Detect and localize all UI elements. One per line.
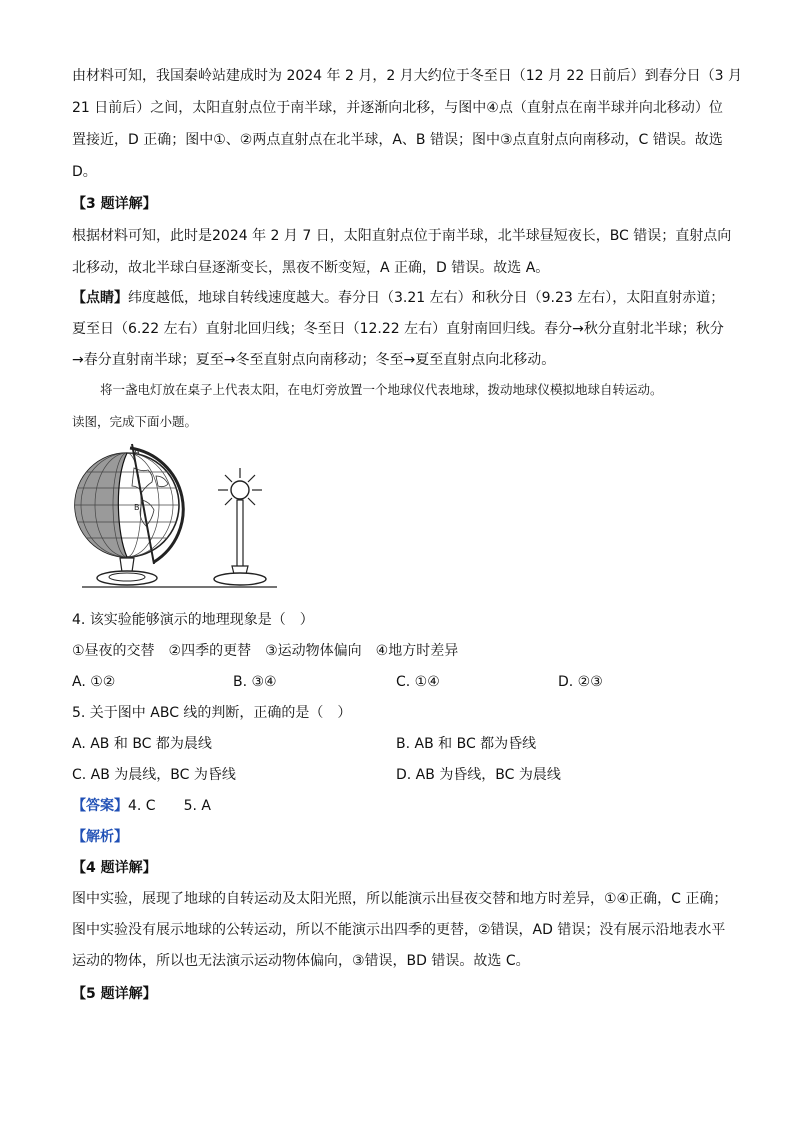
q4-header: 【4 题详解】 <box>72 860 157 876</box>
answer-text: 4. C 5. A <box>128 798 211 814</box>
intro-line1: 将一盏电灯放在桌子上代表太阳，在电灯旁放置一个地球仪代表地球，拨动地球仪模拟地球自转运动。 <box>100 382 663 397</box>
tip-line3: →春分直射南半球；夏至→冬至直射点向南移动；冬至→夏至直射点向北移动。 <box>72 352 556 368</box>
q4-option-a[interactable]: A. ①② <box>72 674 116 690</box>
answer-line <box>72 796 211 816</box>
q5-header: 【5 题详解】 <box>72 986 157 1002</box>
q5-option-a[interactable]: A. AB 和 BC 都为晨线 <box>72 736 212 752</box>
tip-line2: 夏至日（6.22 左右）直射北回归线；冬至日（12.22 左右）直射南回归线。春分→秋分直射北半球；秋分 <box>72 321 724 337</box>
q3-header: 【3 题详解】 <box>72 196 157 212</box>
para1-line3: 置接近，D 正确；图中①、②两点直射点在北半球，A、B 错误；图中③点直射点向南移动，C 错误。故选 <box>72 132 723 148</box>
q5-option-d[interactable]: D. AB 为昏线，BC 为晨线 <box>396 767 561 783</box>
para2-line1: 根据材料可知，此时是2024 年 2 月 7 日，太阳直射点位于南半球，北半球昼短夜长，BC 错误；直射点向 <box>72 228 732 244</box>
tip-text1: 纬度越低，地球自转线速度越大。春分日（3.21 左右）和秋分日（9.23 左右），太阳直射赤道； <box>128 290 725 306</box>
para1-line4: D。 <box>72 164 97 180</box>
intro-line2: 读图，完成下面小题。 <box>72 414 198 429</box>
q5-option-c[interactable]: C. AB 为晨线，BC 为昏线 <box>72 767 236 783</box>
q4-stem: 4. 该实验能够演示的地理现象是（ ） <box>72 612 314 628</box>
q4-option-d[interactable]: D. ②③ <box>558 674 603 690</box>
figure-label-b: B <box>134 503 140 512</box>
para1-line1: 由材料可知，我国秦岭站建成时为 2024 年 2 月，2 月大约位于冬至日（12 月 22 日前后）到春分日（3 月 <box>72 68 743 84</box>
q5-option-b[interactable]: B. AB 和 BC 都为昏线 <box>396 736 537 752</box>
lamp-icon <box>214 468 266 585</box>
para3-line3: 运动的物体，所以也无法演示运动物体偏向，③错误，BD 错误。故选 C。 <box>72 953 530 969</box>
analysis-tag: 【解析】 <box>72 829 128 845</box>
para3-line1: 图中实验，展现了地球的自转运动及太阳光照，所以能演示出昼夜交替和地方时差异，①④正确，C 正确； <box>72 891 728 907</box>
q5-stem: 5. 关于图中 ABC 线的判断，正确的是（ ） <box>72 705 352 721</box>
tip-tag: 【点睛】 <box>72 290 128 306</box>
q4-items: ①昼夜的交替 ②四季的更替 ③运动物体偏向 ④地方时差异 <box>72 643 459 659</box>
globe-icon <box>75 444 183 585</box>
answer-tag: 【答案】 <box>72 798 128 814</box>
q4-option-c[interactable]: C. ①④ <box>396 674 440 690</box>
para3-line2: 图中实验没有展示地球的公转运动，所以不能演示出四季的更替，②错误，AD 错误；没有展示沿地表水平 <box>72 922 726 938</box>
globe-lamp-figure <box>72 440 282 590</box>
para1-line2: 21 日前后）之间，太阳直射点位于南半球，并逐渐向北移，与图中④点（直射点在南半球并向北移动）位 <box>72 100 723 116</box>
q4-option-b[interactable]: B. ③④ <box>233 674 277 690</box>
para2-line2: 北移动，故北半球白昼逐渐变长，黑夜不断变短，A 正确，D 错误。故选 A。 <box>72 260 550 276</box>
figure-label-a: A <box>134 447 140 456</box>
tip-line1 <box>72 288 724 308</box>
